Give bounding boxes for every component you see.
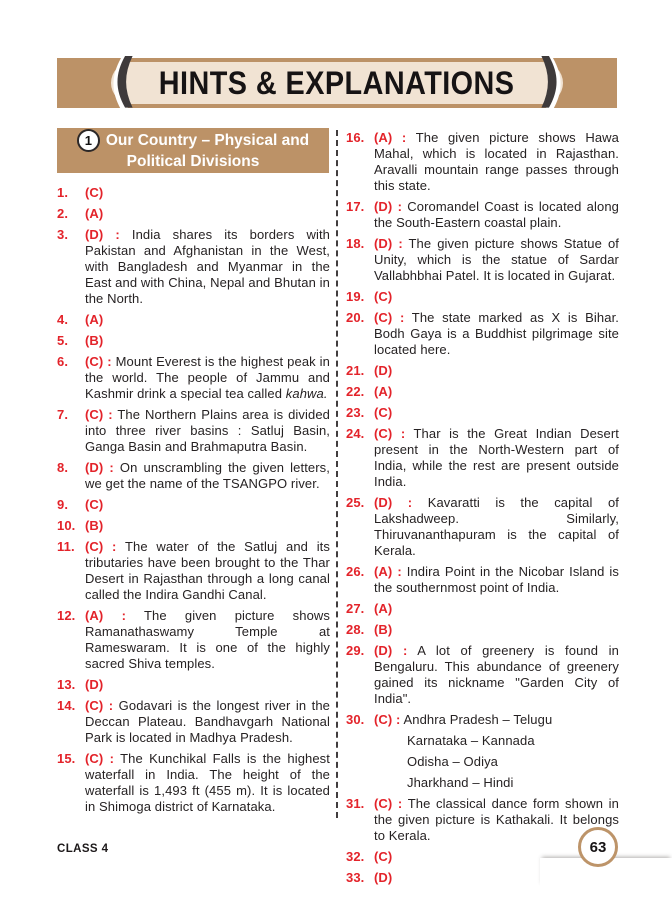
answer-option: (C) : <box>85 698 114 713</box>
item-number: 10. <box>57 518 76 533</box>
answers-column-right <box>346 130 619 891</box>
item-number: 1. <box>57 185 69 200</box>
answer-item <box>57 312 330 328</box>
answer-item <box>346 643 619 707</box>
item-body: (C) : The Kunchikal Falls is the highest waterfall in India. The height of the waterfall is 1,493 ft (455 m). It is located in Shimoga district of Karnataka. <box>85 751 330 814</box>
answer-option: (A) <box>374 384 393 399</box>
language-pair: Karnataka – Kannada <box>407 733 535 748</box>
answer-option: (D) : <box>374 643 408 658</box>
answer-option: (D) : <box>374 236 403 251</box>
item-body <box>374 601 619 617</box>
answer-item <box>346 426 619 490</box>
item-body <box>85 518 330 534</box>
answer-item <box>346 236 619 284</box>
answer-item <box>57 497 330 513</box>
item-body <box>374 622 619 638</box>
footer-class-label: CLASS 4 <box>57 843 109 855</box>
answer-item <box>346 796 619 844</box>
header-pill <box>111 47 563 115</box>
item-body <box>374 289 619 305</box>
answer-option: (C) <box>85 185 104 200</box>
item-body <box>374 384 619 400</box>
section-title-line1-row <box>57 129 329 152</box>
answer-item <box>346 564 619 596</box>
answer-item <box>346 363 619 379</box>
answer-option: (A) <box>85 312 104 327</box>
page-number: 63 <box>589 838 607 856</box>
answer-option: (A) <box>374 601 393 616</box>
answer-option: (D) : <box>374 199 403 214</box>
item-number: 19. <box>346 289 365 304</box>
item-number: 18. <box>346 236 365 251</box>
answer-option: (C) : <box>374 426 406 441</box>
item-number: 32. <box>346 849 365 864</box>
item-number: 15. <box>57 751 76 766</box>
section-number-badge <box>77 129 100 152</box>
item-body: (D) : The given picture shows Statue of Unity, which is the statue of Sardar Vallabhbhai Patel. It is located in Gujarat. <box>374 236 619 283</box>
answer-item <box>346 622 619 638</box>
item-number: 20. <box>346 310 365 325</box>
item-number: 12. <box>57 608 76 623</box>
answer-option: (C) : <box>374 796 403 811</box>
answer-option: (B) <box>85 333 104 348</box>
answer-item <box>57 539 330 603</box>
section-title-line1: Our Country – Physical and <box>105 131 310 149</box>
answer-item <box>346 199 619 231</box>
item-body <box>85 497 330 513</box>
answer-option: (A) : <box>374 130 407 145</box>
decorative-paren-left-icon: ( <box>113 47 137 115</box>
answer-item <box>57 407 330 455</box>
answer-item <box>57 677 330 693</box>
item-number: 14. <box>57 698 76 713</box>
item-number: 26. <box>346 564 365 579</box>
item-number: 5. <box>57 333 69 348</box>
answer-option: (C) : <box>85 407 113 422</box>
item-number: 29. <box>346 643 365 658</box>
answer-item <box>57 608 330 672</box>
item-body <box>374 405 619 421</box>
answer-item <box>346 130 619 194</box>
item-body <box>85 312 330 328</box>
page-title: HINTS & EXPLANATIONS <box>159 64 515 101</box>
answer-item <box>346 384 619 400</box>
section-header <box>57 128 329 173</box>
answer-option: (C) <box>374 289 393 304</box>
page-number-badge <box>578 827 618 867</box>
item-number: 2. <box>57 206 69 221</box>
item-number: 28. <box>346 622 365 637</box>
answer-option: (C) : <box>85 354 112 369</box>
answer-item <box>346 289 619 305</box>
answer-option: (D) : <box>85 460 114 475</box>
item-body: (D) : On unscrambling the given letters, we get the name of the TSANGPO river. <box>85 460 330 491</box>
item-number: 6. <box>57 354 69 369</box>
answer-option: (A) : <box>374 564 402 579</box>
item-body <box>85 185 330 201</box>
item-number: 16. <box>346 130 365 145</box>
answer-item <box>346 601 619 617</box>
answer-option: (D) : <box>374 495 413 510</box>
answer-option: (C) <box>85 497 104 512</box>
item-body: (C) : Andhra Pradesh – Telugu Karnataka – Kannada Odisha – Odiya Jharkhand – Hindi <box>374 712 619 791</box>
answer-option: (D) <box>374 363 393 378</box>
item-number: 21. <box>346 363 365 378</box>
answer-option: (C) : <box>374 712 401 727</box>
answer-option: (A) <box>85 206 104 221</box>
item-number: 17. <box>346 199 365 214</box>
answers-column-left <box>57 185 330 820</box>
answer-item <box>346 712 619 791</box>
language-pair: Odisha – Odiya <box>407 754 499 769</box>
item-number: 9. <box>57 497 69 512</box>
item-body: (A) : The given picture shows Ramanathaswamy Temple at Rameswaram. It is one of the highly sacred Shiva temples. <box>85 608 330 671</box>
decorative-paren-right-icon: ) <box>537 47 561 115</box>
item-number: 4. <box>57 312 69 327</box>
section-title-line2: Political Divisions <box>126 153 260 170</box>
section-number: 1 <box>84 133 92 148</box>
answer-item <box>346 495 619 559</box>
item-body: (D) : India shares its borders with Pakistan and Afghanistan in the West, with Bangladesh and Myanmar in the East and with China, Nepal and Bhutan in the North. <box>85 227 330 306</box>
item-body: (C) : The classical dance form shown in the given picture is Kathakali. It belongs to Kerala. <box>374 796 619 843</box>
item-body: (C) : The Northern Plains area is divided into three river basins : Satluj Basin, Ganga Basin and Brahmaputra Basin. <box>85 407 330 454</box>
item-number: 33. <box>346 870 365 885</box>
answer-item <box>57 698 330 746</box>
answer-item <box>346 405 619 421</box>
item-number: 30. <box>346 712 365 727</box>
answer-item <box>57 751 330 815</box>
item-number: 8. <box>57 460 69 475</box>
item-body: (C) : The state marked as X is Bihar. Bodh Gaya is a Buddhist pilgrimage site located here. <box>374 310 619 357</box>
answer-item <box>57 518 330 534</box>
item-number: 11. <box>57 539 75 554</box>
column-divider <box>336 130 338 818</box>
item-number: 27. <box>346 601 365 616</box>
item-number: 13. <box>57 677 76 692</box>
item-body: (D) : Coromandel Coast is located along the South-Eastern coastal plain. <box>374 199 619 230</box>
item-body: (C) : The water of the Satluj and its tributaries have been brought to the Thar Desert in Rajasthan through a long canal called the Indira Gandhi Canal. <box>85 539 330 602</box>
answer-item <box>57 206 330 222</box>
answer-option: (C) : <box>374 310 405 325</box>
item-number: 23. <box>346 405 365 420</box>
answer-option: (B) <box>85 518 104 533</box>
answer-item <box>57 227 330 307</box>
item-body: (C) : Godavari is the longest river in the Deccan Plateau. Bandhavgarh National Park is located in Madhya Pradesh. <box>85 698 330 745</box>
answer-option: (C) <box>374 849 393 864</box>
answer-option: (D) <box>374 870 393 885</box>
answer-item <box>57 460 330 492</box>
language-pair: Jharkhand – Hindi <box>407 775 514 790</box>
italic-term: kahwa. <box>282 386 328 401</box>
answer-option: (C) <box>374 405 393 420</box>
item-body: (A) : The given picture shows Hawa Mahal, which is located in Rajasthan. Aravalli mountain range passes through this state. <box>374 130 619 193</box>
item-body: (A) : Indira Point in the Nicobar Island is the southernmost point of India. <box>374 564 619 595</box>
item-body <box>85 333 330 349</box>
item-body <box>85 206 330 222</box>
answer-item <box>57 185 330 201</box>
answer-option: (D) <box>85 677 104 692</box>
item-body: (C) : Mount Everest is the highest peak in the world. The people of Jammu and Kashmir drink a special tea called kahwa. <box>85 354 330 401</box>
item-number: 22. <box>346 384 365 399</box>
item-body: (C) : Thar is the Great Indian Desert present in the North-Western part of India, while the rest are present outside India. <box>374 426 619 489</box>
item-number: 3. <box>57 227 69 242</box>
answer-item <box>57 333 330 349</box>
answer-option: (C) : <box>85 539 117 554</box>
item-number: 31. <box>346 796 365 811</box>
answer-item <box>57 354 330 402</box>
answer-option: (C) : <box>85 751 115 766</box>
header-banner <box>57 47 617 115</box>
item-body <box>85 677 330 693</box>
item-number: 24. <box>346 426 365 441</box>
item-body: (D) : A lot of greenery is found in Bengaluru. This abundance of greenery gained its nickname "Garden City of India". <box>374 643 619 706</box>
answer-item <box>346 310 619 358</box>
item-number: 25. <box>346 495 365 510</box>
item-body: (D) : Kavaratti is the capital of Lakshadweep. Similarly, Thiruvananthapuram is the capital of Kerala. <box>374 495 619 558</box>
answer-option: (D) : <box>85 227 120 242</box>
item-number: 7. <box>57 407 69 422</box>
answer-option: (A) : <box>85 608 126 623</box>
item-body <box>374 363 619 379</box>
answer-option: (B) <box>374 622 393 637</box>
